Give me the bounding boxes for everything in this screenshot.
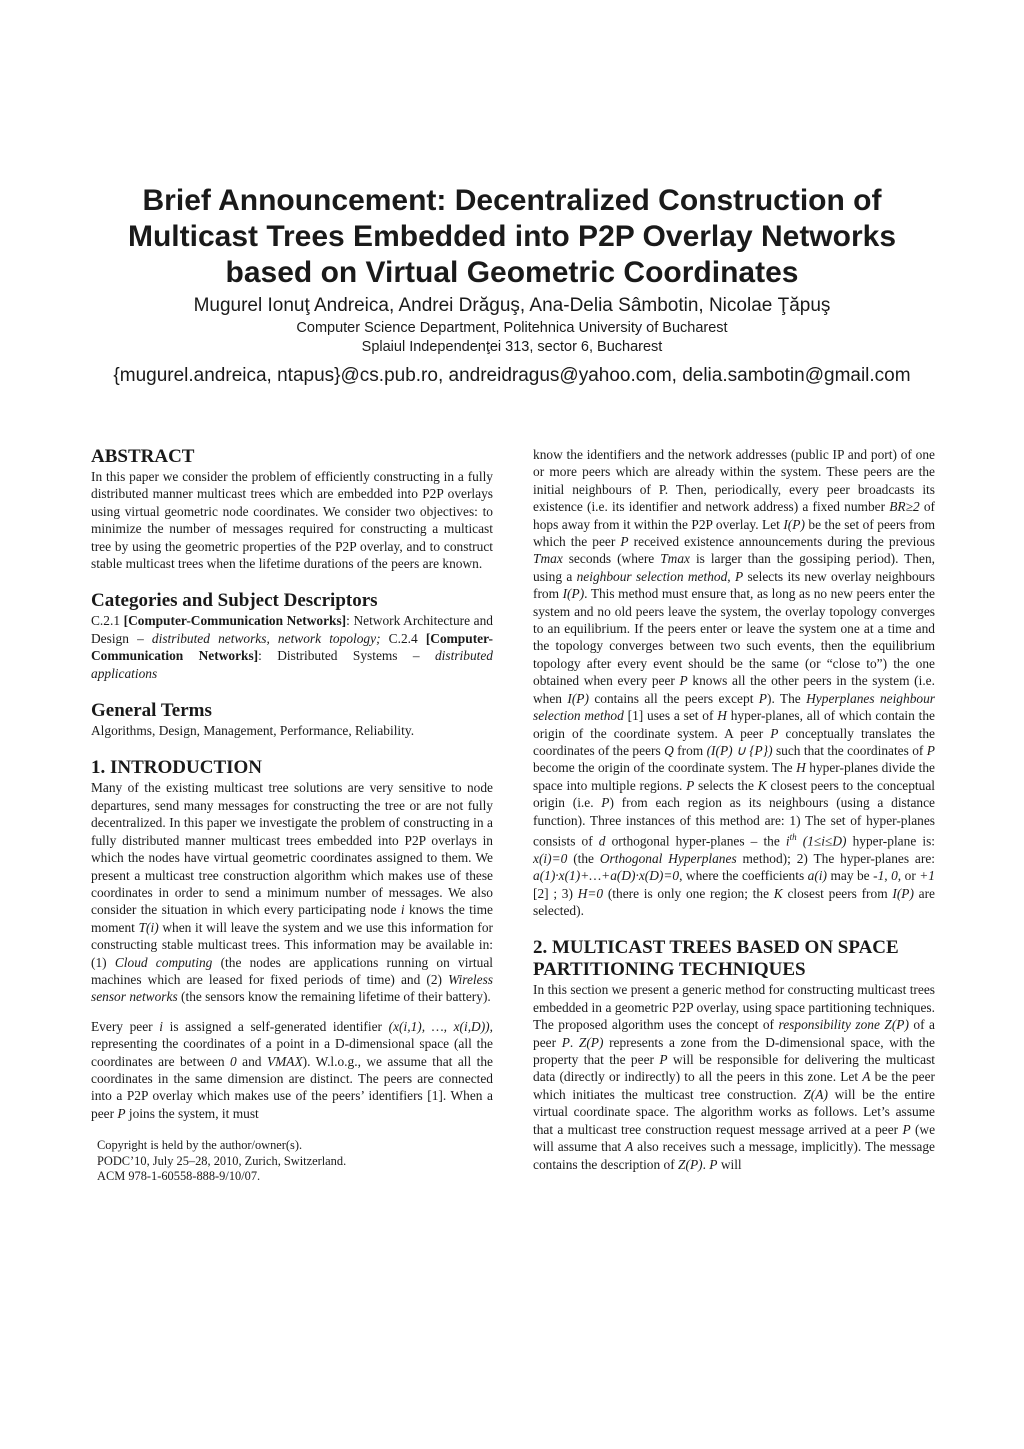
left-column bbox=[91, 446, 493, 1185]
affiliation-line-1: Computer Science Department, Politehnica University of Bucharest bbox=[296, 320, 728, 336]
section-2-heading-line-1: 2. MULTICAST TREES BASED ON SPACE bbox=[533, 937, 899, 959]
introduction-continued: know the identifiers and the network addresses (public IP and port) of one or more peers which are already within the system. These peers are the initial neighbours of P. Then, periodically, every peer broadcasts its existence (i.e. its identifier and network address) a fixed number BR≥2 of hops away from it within the P2P overlay. Let I(P) be the set of peers from which the peer P received existence announcements during the previous Tmax seconds (where Tmax is larger than the gossiping period). Then, using a neighbour selection method, P selects its new overlay neighbours from I(P). This method must ensure that, as long as no new peers enter the system and no old peers leave the system, the overlay topology converges to an equilibrium. If the peers enter or leave the system one at a time and the topology converges between two such events, then the equilibrium topology after every event should be the same (or “close to”) the one obtained when every peer P knows all the other peers in the system (i.e. when I(P) contains all the peers except P). The Hyperplanes neighbour selection method [1] uses a set of H hyper-planes, all of which contain the origin of the coordinate system. A peer P conceptually translates the coordinates of the peers Q from (I(P) ∪ {P}) such that the coordinates of P become the origin of the coordinate system. The H hyper-planes divide the space into multiple regions. P selects the K closest peers to the conceptual origin (i.e. P) from each region as its neighbours (using a distance function). Three instances of this method are: 1) The set of hyper-planes consists of d orthogonal hyper-planes – the $i^{th}$ (1≤i≤D) hyper-plane is: x(i)=0 (the Orthogonal Hyperplanes method); 2) The hyper-planes are: a(1)·x(1)+…+a(D)·x(D)=0, where the coefficients a(i) may be -1, 0, or +1 [2] ; 3) H=0 (there is only one region; the K closest peers from I(P) are selected). bbox=[533, 447, 936, 919]
author-emails: {mugurel.andreica, ntapus}@cs.pub.ro, andreidragus@yahoo.com, delia.sambotin@gmail.com bbox=[113, 365, 911, 386]
abstract-text: In this paper we consider the problem of efficiently constructing in a fully distributed manner multicast trees which are embedded into P2P overlays using virtual geometric node coordinates. We consider two objectives: to minimize the number of messages required for constructing a multicast tree by using the geometric properties of the P2P overlay, and to construct stable multicast trees when the lifetime durations of the peers are known. bbox=[91, 469, 493, 572]
title-line-1: Brief Announcement: Decentralized Construction of bbox=[142, 184, 882, 217]
copyright-line-3: ACM 978-1-60558-888-9/10/07. bbox=[97, 1169, 261, 1184]
paper-title bbox=[60, 183, 964, 291]
copyright-line-1: Copyright is held by the author/owner(s). bbox=[97, 1138, 303, 1153]
affiliation-line-2: Splaiul Independenţei 313, sector 6, Bucharest bbox=[361, 339, 663, 355]
introduction-paragraph-1: Many of the existing multicast tree solutions are very sensitive to node departures, send many messages for constructing the tree or are not fully decentralized. In this paper we investigate the problem of constructing in a fully distributed manner multicast trees embedded into P2P overlays in which the nodes have virtual geometric coordinates assigned to them. We present a multicast tree construction algorithm which makes use of these coordinates in order to send a minimum number of messages. We also consider the situation in which every participating node i knows the time moment T(i) when it will leave the system and we use this information for constructing stable multicast trees. This information may be available in: (1) Cloud computing (the nodes are applications running on virtual machines which are leased for fixed periods of time) and (2) Wireless sensor networks (the sensors know the remaining lifetime of their battery). bbox=[91, 780, 493, 1005]
copyright-notice bbox=[91, 1138, 493, 1185]
general-terms-heading: General Terms bbox=[91, 700, 212, 722]
abstract-heading: ABSTRACT bbox=[91, 446, 195, 467]
categories-heading: Categories and Subject Descriptors bbox=[91, 590, 378, 612]
title-line-2: Multicast Trees Embedded into P2P Overlay Networks bbox=[127, 220, 897, 253]
title-line-3: based on Virtual Geometric Coordinates bbox=[225, 256, 799, 289]
categories-text: C.2.1 [Computer-Communication Networks]: Network Architecture and Design – distributed networks, network topology; C.2.4 [Computer-Communication Networks]: Distributed Systems – distributed applications bbox=[91, 613, 494, 681]
general-terms-text: Algorithms, Design, Management, Performance, Reliability. bbox=[91, 723, 415, 739]
section-2-paragraph: In this section we present a generic method for constructing multicast trees embedded in a geometric P2P overlay, using space partitioning techniques. The proposed algorithm uses the concept of responsibility zone Z(P) of a peer P. Z(P) represents a zone from the D-dimensional space, with the property that the peer P will be responsible for delivering the multicast data (directly or indirectly) to all the peers in this zone. Let A be the peer which initiates the multicast tree construction. Z(A) will be the entire virtual coordinate space. The algorithm works as follows. Let’s assume that a multicast tree construction request message arrived at a peer P (we will assume that A also receives such a message, implicitly). The message contains the description of Z(P). P will bbox=[533, 982, 936, 1172]
copyright-line-2: PODC’10, July 25–28, 2010, Zurich, Switzerland. bbox=[97, 1153, 347, 1168]
introduction-paragraph-2: Every peer i is assigned a self-generated identifier (x(i,1), …, x(i,D)), representing the coordinates of a point in a D-dimensional space (all the coordinates are between 0 and VMAX). W.l.o.g., we assume that all the coordinates in the same dimension are distinct. The peers are connected into a P2P overlay which makes use of the peers’ identifiers [1]. When a peer P joins the system, it must bbox=[91, 1018, 494, 1121]
section-2-heading bbox=[533, 937, 935, 981]
right-column bbox=[533, 446, 935, 1173]
introduction-heading: 1. INTRODUCTION bbox=[91, 757, 263, 779]
author-list: Mugurel Ionuţ Andreica, Andrei Drăguş, Ana-Delia Sâmbotin, Nicolae Ţăpuş bbox=[193, 295, 831, 316]
section-2-heading-line-2: PARTITIONING TECHNIQUES bbox=[533, 959, 806, 981]
